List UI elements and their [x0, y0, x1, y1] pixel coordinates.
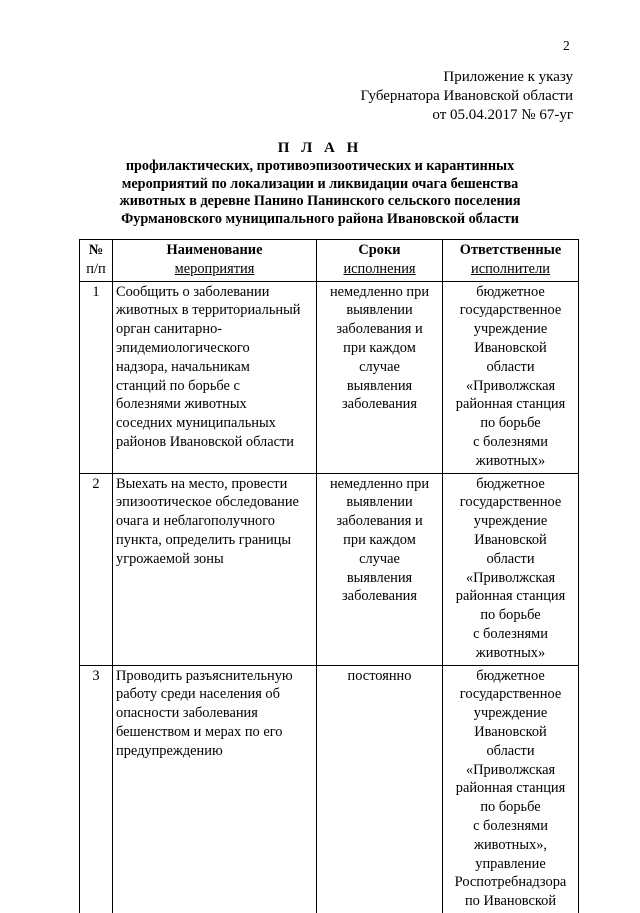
terms-cell	[317, 665, 443, 913]
activity-cell	[113, 281, 317, 473]
terms-line: при каждом	[343, 339, 416, 356]
activity-line: соседних муниципальных	[116, 415, 276, 432]
terms-line: заболевания и	[336, 513, 423, 530]
responsible-line: учреждение	[473, 321, 548, 338]
responsible-line: государственное	[459, 494, 562, 511]
responsible-line: по борьбе	[480, 799, 541, 816]
responsible-line: государственное	[459, 686, 562, 703]
appendix-line: от 05.04.2017 № 67-уг	[432, 107, 573, 123]
terms-line: постоянно	[347, 667, 412, 684]
activity-cell	[113, 665, 317, 913]
terms-line: выявления	[346, 377, 413, 394]
terms-line: заболевания	[342, 396, 417, 413]
row-number: 3	[80, 665, 113, 913]
row-number: 2	[80, 473, 113, 665]
responsible-line: с болезнями	[473, 817, 548, 834]
responsible-line: Ивановской	[474, 723, 547, 740]
terms-line: немедленно при	[329, 475, 430, 492]
table-row	[80, 665, 579, 913]
header-text: Наименование	[166, 242, 263, 258]
responsible-line: Ивановской	[474, 531, 547, 548]
responsible-line: Ивановской	[474, 339, 547, 356]
plan-table	[79, 239, 579, 913]
activity-line: Сообщить о заболевании	[116, 283, 270, 300]
activity-line: Проводить разъяснительную	[116, 667, 293, 684]
appendix-line: Губернатора Ивановской области	[360, 88, 573, 104]
header-name	[113, 240, 317, 282]
header-text: №	[88, 242, 104, 258]
activity-line: бешенством и мерах по его	[116, 723, 283, 740]
responsible-line: районная станция	[455, 396, 566, 413]
terms-line: немедленно при	[329, 283, 430, 300]
terms-line: заболевания	[342, 588, 417, 605]
responsible-line: «Приволжская	[465, 377, 556, 394]
header-num	[80, 240, 113, 282]
subtitle-line: животных в деревне Панино Панинского сельского поселения	[119, 193, 521, 209]
responsible-cell	[443, 473, 579, 665]
appendix-note	[360, 68, 573, 125]
responsible-line: по Ивановской	[464, 893, 557, 910]
activity-line: орган санитарно-	[116, 321, 223, 338]
terms-cell	[317, 473, 443, 665]
activity-line: животных в территориальный	[116, 302, 301, 319]
responsible-line: по борьбе	[480, 607, 541, 624]
terms-line: при каждом	[343, 531, 416, 548]
responsible-line: государственное	[459, 302, 562, 319]
document-subtitle	[0, 158, 640, 228]
responsible-line: бюджетное	[476, 475, 545, 492]
activity-line: районов Ивановской области	[116, 433, 295, 450]
terms-line: выявления	[346, 569, 413, 586]
header-text: п/п	[86, 260, 106, 277]
activity-line: пункта, определить границы	[116, 531, 292, 548]
responsible-line: бюджетное	[476, 283, 545, 300]
responsible-line: с болезнями	[473, 625, 548, 642]
activity-line: угрожаемой зоны	[116, 550, 224, 567]
header-text: Ответственные	[459, 242, 562, 258]
page-number: 2	[563, 38, 570, 53]
table-row	[80, 473, 579, 665]
activity-cell	[113, 473, 317, 665]
activity-line: надзора, начальникам	[116, 358, 250, 375]
responsible-line: бюджетное	[476, 667, 545, 684]
responsible-line: «Приволжская	[465, 761, 556, 778]
terms-line: заболевания и	[336, 321, 423, 338]
responsible-line: учреждение	[473, 513, 548, 530]
header-text: мероприятия	[174, 260, 255, 277]
terms-line: случае	[359, 358, 400, 375]
responsible-line: управление	[475, 855, 546, 872]
activity-line: опасности заболевания	[116, 705, 258, 722]
subtitle-line: мероприятий по локализации и ликвидации очага бешенства	[121, 175, 519, 192]
subtitle-line: профилактических, противоэпизоотических и карантинных	[125, 158, 515, 174]
row-number: 1	[80, 281, 113, 473]
responsible-line: районная станция	[455, 780, 566, 797]
terms-line: случае	[359, 550, 400, 567]
responsible-cell	[443, 665, 579, 913]
table-row	[80, 281, 579, 473]
header-text: исполнения	[343, 260, 416, 277]
table-header-row	[80, 240, 579, 282]
responsible-line: с болезнями	[473, 433, 548, 450]
responsible-line: районная станция	[455, 588, 566, 605]
header-terms	[317, 240, 443, 282]
responsible-line: учреждение	[473, 705, 548, 722]
activity-line: эпидемиологического	[116, 339, 250, 356]
responsible-cell	[443, 281, 579, 473]
responsible-line: области	[486, 742, 535, 759]
responsible-line: области	[486, 358, 535, 375]
activity-line: эпизоотическое обследование	[116, 494, 299, 511]
responsible-line: животных»,	[474, 836, 547, 853]
responsible-line: «Приволжская	[465, 569, 556, 586]
activity-line: болезнями животных	[116, 396, 247, 413]
appendix-line: Приложение к указу	[443, 69, 573, 85]
responsible-line: животных»	[475, 644, 546, 661]
subtitle-line: Фурмановского муниципального района Ивановской области	[121, 210, 519, 227]
activity-line: станций по борьбе с	[116, 377, 240, 394]
terms-line: выявлении	[346, 302, 413, 319]
responsible-line: животных»	[475, 452, 546, 469]
activity-line: предупреждению	[116, 742, 223, 759]
activity-line: работу среди населения об	[116, 686, 280, 703]
header-text: исполнители	[471, 260, 550, 277]
responsible-line: по борьбе	[480, 415, 541, 432]
document-title: П Л А Н	[277, 140, 363, 156]
responsible-line: Роспотребнадзора	[454, 874, 567, 891]
header-text: Сроки	[358, 242, 401, 258]
header-responsible	[443, 240, 579, 282]
terms-line: выявлении	[346, 494, 413, 511]
activity-line: Выехать на место, провести	[116, 475, 288, 492]
activity-line: очага и неблагополучного	[116, 513, 275, 530]
terms-cell	[317, 281, 443, 473]
responsible-line: области	[486, 550, 535, 567]
